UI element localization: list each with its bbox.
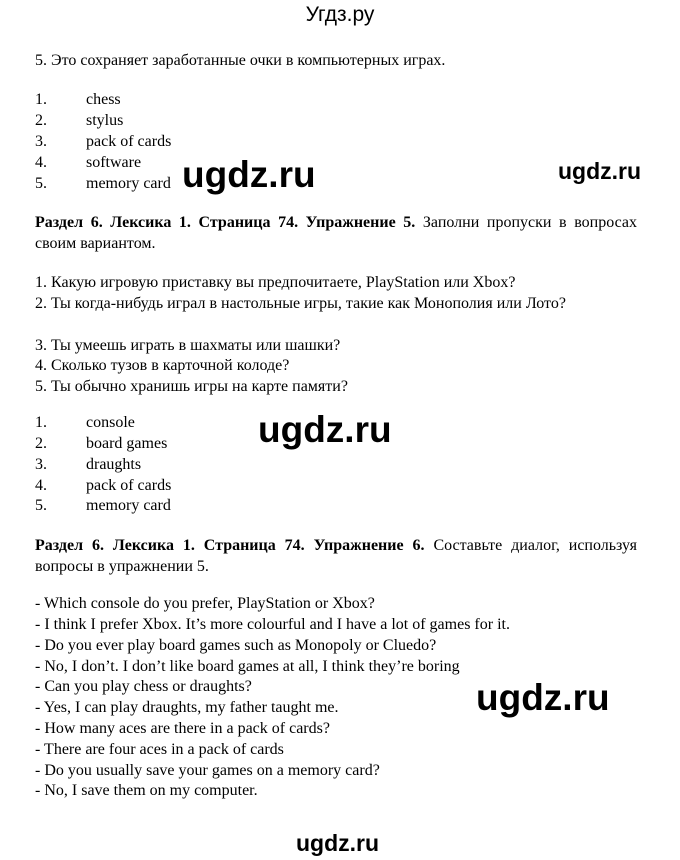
list-item-text: pack of cards bbox=[86, 133, 172, 150]
dialogue-line: - Can you play chess or draughts? bbox=[35, 678, 252, 695]
list-item bbox=[35, 475, 171, 496]
exercise-6-heading bbox=[35, 535, 637, 577]
dialogue-line: - No, I don’t. I don’t like board games at all, I think they’re boring bbox=[35, 658, 460, 675]
exercise-6-task: Составьте диалог, используя вопросы в упражнении 5. bbox=[35, 537, 638, 575]
list-item-text: chess bbox=[86, 91, 121, 108]
dialogue-line: - There are four aces in a pack of cards bbox=[35, 741, 284, 758]
list-item-text: memory card bbox=[86, 497, 171, 514]
list-item-number: 3. bbox=[35, 133, 47, 150]
dialogue-line: - Do you usually save your games on a memory card? bbox=[35, 762, 380, 779]
dialogue-line: - Which console do you prefer, PlayStation or Xbox? bbox=[35, 595, 375, 612]
list-item bbox=[35, 89, 121, 110]
list-item-number: 5. bbox=[35, 175, 47, 192]
question-line: 2. Ты когда-нибудь играл в настольные игры, такие как Монополия или Лото? bbox=[35, 295, 566, 312]
list-item-number: 2. bbox=[35, 435, 47, 452]
question-line: 3. Ты умеешь играть в шахматы или шашки? bbox=[35, 337, 341, 354]
exercise-5-heading bbox=[35, 212, 637, 254]
list-item-text: memory card bbox=[86, 175, 171, 192]
watermark: ugdz.ru bbox=[558, 158, 642, 184]
footer-watermark: ugdz.ru bbox=[296, 830, 380, 856]
dialogue-line: - How many aces are there in a pack of cards? bbox=[35, 720, 330, 737]
list-item-number: 5. bbox=[35, 497, 47, 514]
list-item bbox=[35, 131, 171, 152]
list-item-number: 4. bbox=[35, 477, 47, 494]
list-item-number: 1. bbox=[35, 414, 47, 431]
list-item-text: board games bbox=[86, 435, 168, 452]
list-item bbox=[35, 495, 171, 516]
list-item-text: console bbox=[86, 414, 135, 431]
list-item-number: 2. bbox=[35, 112, 47, 129]
list-item bbox=[35, 152, 141, 173]
list-item bbox=[35, 412, 135, 433]
list-item-number: 3. bbox=[35, 456, 47, 473]
exercise-6-title: Раздел 6. Лексика 1. Страница 74. Упражнение 6. bbox=[35, 537, 425, 554]
intro-line: 5. Это сохраняет заработанные очки в компьютерных играх. bbox=[35, 52, 446, 69]
list-item-text: stylus bbox=[86, 112, 124, 129]
site-header: Угдз.ру bbox=[305, 3, 375, 26]
list-item-text: software bbox=[86, 154, 142, 171]
list-item bbox=[35, 433, 167, 454]
dialogue-line: - I think I prefer Xbox. It’s more colourful and I have a lot of games for it. bbox=[35, 616, 510, 633]
watermark: ugdz.ru bbox=[182, 154, 316, 195]
dialogue-line: - No, I save them on my computer. bbox=[35, 782, 258, 799]
dialogue-line: - Yes, I can play draughts, my father taught me. bbox=[35, 699, 339, 716]
list-item-text: pack of cards bbox=[86, 477, 172, 494]
question-line: 4. Сколько тузов в карточной колоде? bbox=[35, 357, 290, 374]
list-item-number: 1. bbox=[35, 91, 47, 108]
list-item bbox=[35, 454, 141, 475]
question-line: 1. Какую игровую приставку вы предпочитаете, PlayStation или Xbox? bbox=[35, 274, 516, 291]
question-line: 5. Ты обычно хранишь игры на карте памяти? bbox=[35, 378, 348, 395]
watermark: ugdz.ru bbox=[476, 677, 610, 718]
dialogue-line: - Do you ever play board games such as Monopoly or Cluedo? bbox=[35, 637, 437, 654]
exercise-5-title: Раздел 6. Лексика 1. Страница 74. Упражнение 5. bbox=[35, 214, 416, 231]
list-item bbox=[35, 110, 123, 131]
exercise-5-task: Заполни пропуски в вопросах своим вариантом. bbox=[35, 214, 638, 252]
watermark: ugdz.ru bbox=[258, 409, 392, 450]
list-item-text: draughts bbox=[86, 456, 142, 473]
list-item-number: 4. bbox=[35, 154, 47, 171]
list-item bbox=[35, 173, 171, 194]
